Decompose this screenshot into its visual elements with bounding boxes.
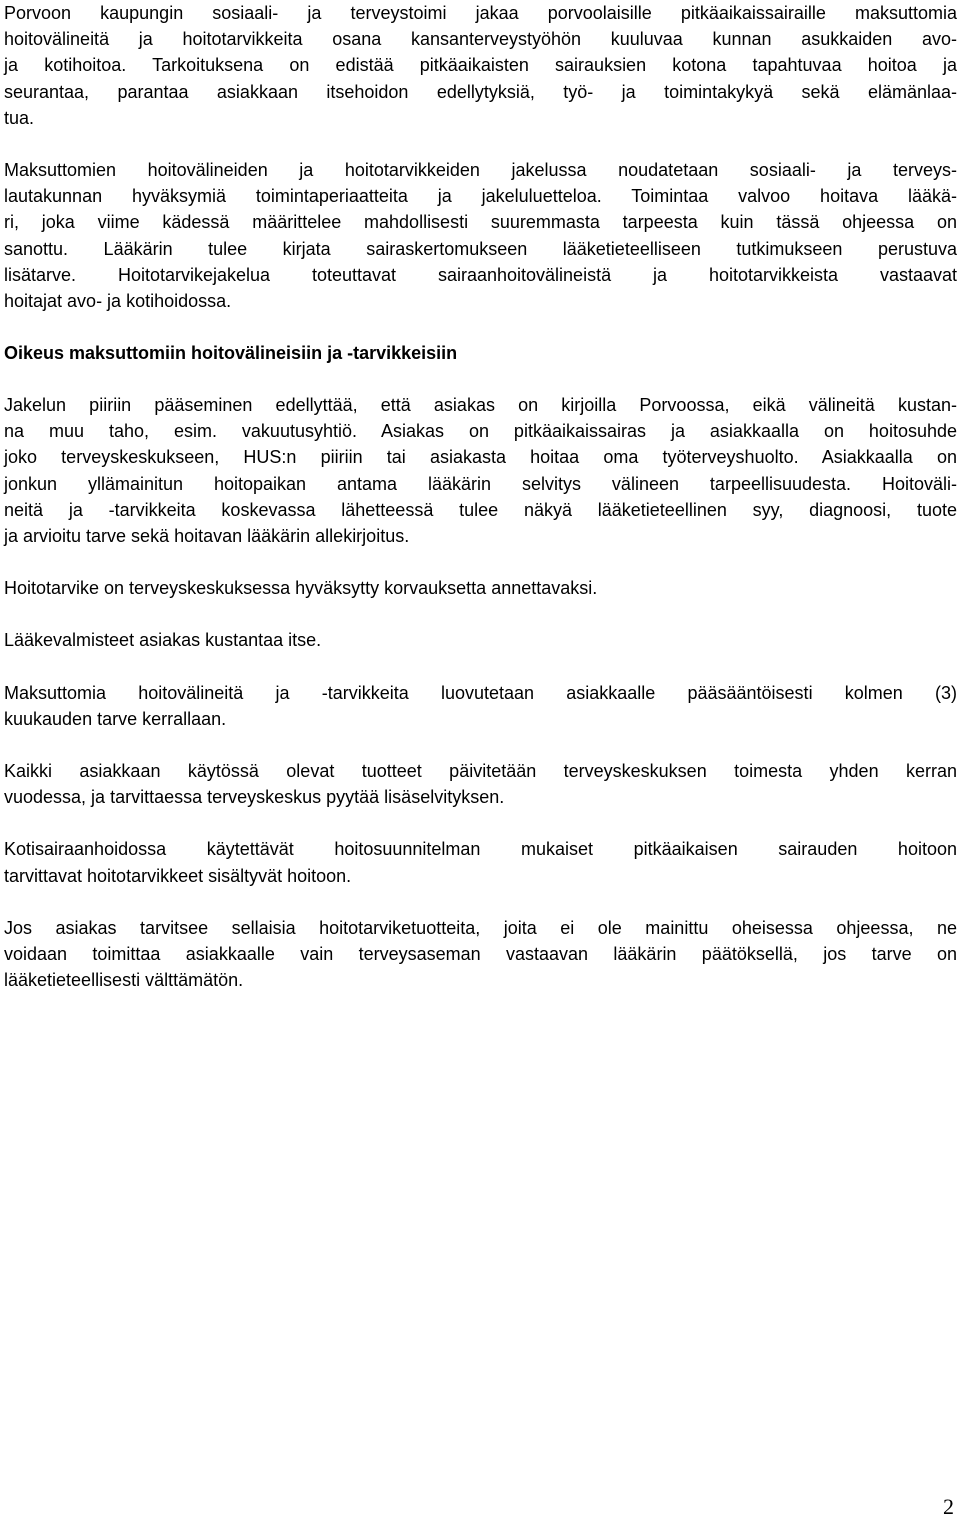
document-page (4, 0, 957, 993)
paragraph-approved-supplies (4, 575, 957, 601)
paragraph-medicines (4, 627, 957, 653)
text-line: Hoitotarvike on terveyskeskuksessa hyväksytty korvauksetta annettavaksi. (4, 578, 598, 599)
paragraph-three-months (4, 680, 957, 732)
text-line: Maksuttomia hoitovälineitä ja -tarvikkeita luovutetaan asiakkaalle pääsääntöisesti kolmen (3) (4, 682, 957, 703)
text-line: ja kotihoitoa. Tarkoituksena on edistää pitkäaikaisten sairauksien kotona tapahtuvaa hoitoa ja (4, 55, 957, 76)
section-heading: Oikeus maksuttomiin hoitovälineisiin ja -tarvikkeisiin (4, 343, 458, 364)
text-line: Kotisairaanhoidossa käytettävät hoitosuunnitelman mukaiset pitkäaikaisen sairauden hoitoon (4, 839, 957, 860)
text-line: Kaikki asiakkaan käytössä olevat tuotteet päivitetään terveyskeskuksen toimesta yhden kerran (4, 760, 957, 781)
page-number: 2 (943, 1494, 954, 1519)
text-line: jonkun yllämainitun hoitopaikan antama lääkärin selvitys välineen tarpeellisuudesta. Hoitoväli- (4, 473, 957, 494)
text-line: ja arvioitu tarve sekä hoitavan lääkärin allekirjoitus. (4, 526, 410, 546)
text-line: lisätarve. Hoitotarvikejakelua toteuttavat sairaanhoitovälineistä ja hoitotarvikkeista vastaavat (4, 264, 957, 285)
text-line: vuodessa, ja tarvittaessa terveyskeskus pyytää lisäselvityksen. (4, 787, 505, 808)
text-line: na muu taho, esim. vakuutusyhtiö. Asiakas on pitkäaikaissairas ja asiakkaalla on hoitosuhde (4, 421, 957, 442)
text-line: tarvittavat hoitotarvikkeet sisältyvät hoitoon. (4, 865, 352, 886)
text-line: Lääkevalmisteet asiakas kustantaa itse. (4, 630, 322, 651)
paragraph-distribution-principles (4, 157, 957, 314)
text-line: Porvoon kaupungin sosiaali- ja terveystoimi jakaa porvoolaisille pitkäaikaissairaille maksuttomia (4, 3, 957, 23)
text-line: Jakelun piiriin pääseminen edellyttää, että asiakas on kirjoilla Porvoossa, eikä välineitä kustan- (4, 395, 957, 416)
text-line: seurantaa, parantaa asiakkaan itsehoidon edellytyksiä, työ- ja toimintakykyä sekä elämänlaa- (4, 81, 957, 102)
paragraph-annual-update (4, 758, 957, 810)
text-line: hoitovälineitä ja hoitotarvikkeita osana kansanterveystyöhön kuuluvaa kunnan asukkaiden avo- (4, 29, 957, 50)
paragraph-intro (4, 0, 957, 131)
paragraph-eligibility (4, 392, 957, 549)
text-line: Maksuttomien hoitovälineiden ja hoitotarvikkeiden jakelussa noudatetaan sosiaali- ja terveys- (4, 159, 957, 180)
text-line: voidaan toimittaa asiakkaalle vain terveysaseman vastaavan lääkärin päätöksellä, jos tarve on (4, 943, 957, 964)
text-line: ri, joka viime kädessä määrittelee mahdollisesti suuremmasta tarpeesta kuin tässä ohjeessa on (4, 212, 957, 233)
text-line: joko terveyskeskukseen, HUS:n piiriin tai asiakasta hoitaa oma työterveyshuolto. Asiakkaalla on (4, 447, 957, 468)
text-line: lautakunnan hyväksymiä toimintaperiaatteita ja jakeluluetteloa. Toimintaa valvoo hoitava lääkä- (4, 186, 957, 207)
text-line: sanottu. Lääkärin tulee kirjata sairaskertomukseen lääketieteelliseen tutkimukseen perustuva (4, 238, 957, 259)
text-line: tua. (4, 107, 35, 128)
text-line: hoitajat avo- ja kotihoidossa. (4, 290, 232, 311)
text-line: lääketieteellisesti välttämätön. (4, 970, 244, 991)
text-line: kuukauden tarve kerrallaan. (4, 708, 227, 729)
text-line: neitä ja -tarvikkeita koskevassa lähetteessä tulee näkyä lääketieteellinen syy, diagnoosi, tuote (4, 499, 957, 520)
paragraph-exceptions (4, 915, 957, 994)
text-line: Jos asiakas tarvitsee sellaisia hoitotarviketuotteita, joita ei ole mainittu oheisessa ohjeessa, ne (4, 917, 957, 938)
paragraph-home-care (4, 836, 957, 888)
